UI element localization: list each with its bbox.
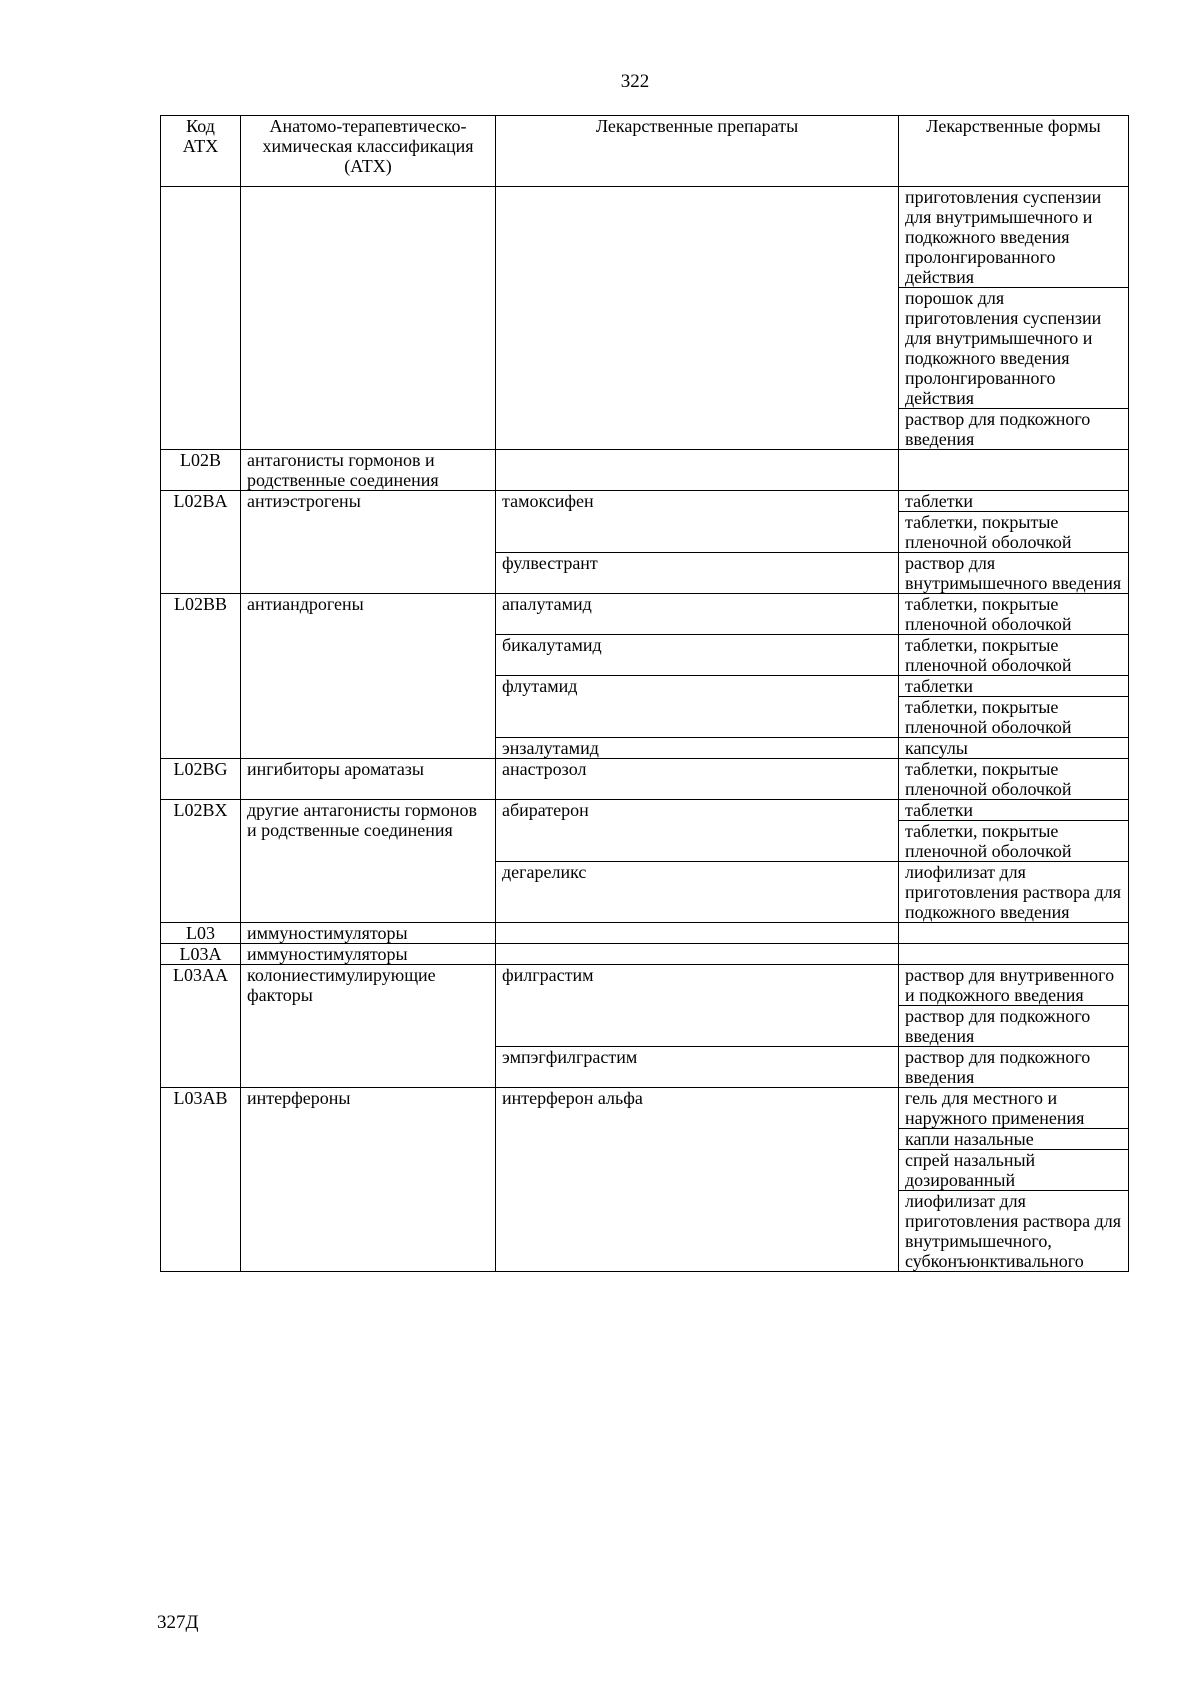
- table-row: [161, 594, 1129, 635]
- atx-name-cell: интерфероны: [241, 1088, 496, 1272]
- drug-cell: интерферон альфа: [496, 1088, 899, 1272]
- dosage-form-cell: приготовления суспензии для внутримышечного и подкожного введения пролонгированного действия: [899, 187, 1129, 288]
- dosage-form-cell: капли назальные: [899, 1129, 1129, 1150]
- code-cell: L03: [161, 923, 241, 944]
- dosage-form-cell: капсулы: [899, 738, 1129, 759]
- atx-name-cell: колониестимулирующие факторы: [241, 965, 496, 1088]
- dosage-form-cell: гель для местного и наружного применения: [899, 1088, 1129, 1129]
- dosage-form-cell: раствор для подкожного введения: [899, 1047, 1129, 1088]
- dosage-form-cell: раствор для внутримышечного введения: [899, 553, 1129, 594]
- dosage-form-cell: раствор для внутривенного и подкожного введения: [899, 965, 1129, 1006]
- dosage-form-cell: раствор для подкожного введения: [899, 409, 1129, 450]
- code-cell: L03AB: [161, 1088, 241, 1272]
- dosage-form-cell: таблетки, покрытые пленочной оболочкой: [899, 821, 1129, 862]
- dosage-form-cell: таблетки: [899, 800, 1129, 821]
- dosage-form-cell: [899, 450, 1129, 491]
- drug-cell: [496, 944, 899, 965]
- code-cell: L02BX: [161, 800, 241, 923]
- dosage-form-cell: лиофилизат для приготовления раствора для внутримышечного, субконъюнктивального: [899, 1191, 1129, 1272]
- table-row: [161, 944, 1129, 965]
- header-atx-classification: Анатомо-терапевтическо-химическая классификация (АТХ): [241, 116, 496, 187]
- drug-cell: филграстим: [496, 965, 899, 1047]
- drug-cell: флутамид: [496, 676, 899, 738]
- document-footer-code: 327Д: [157, 1612, 199, 1633]
- table-row: [161, 450, 1129, 491]
- atx-name-cell: иммуностимуляторы: [241, 923, 496, 944]
- dosage-form-cell: раствор для подкожного введения: [899, 1006, 1129, 1047]
- atx-name-cell: антиэстрогены: [241, 491, 496, 594]
- drug-cell: абиратерон: [496, 800, 899, 862]
- table-row: [161, 491, 1129, 512]
- dosage-form-cell: таблетки, покрытые пленочной оболочкой: [899, 697, 1129, 738]
- atx-drug-table: [160, 115, 1129, 1272]
- drug-cell: [496, 187, 899, 450]
- code-cell: L02BA: [161, 491, 241, 594]
- drug-cell: фулвестрант: [496, 553, 899, 594]
- drug-cell: тамоксифен: [496, 491, 899, 553]
- drug-cell: апалутамид: [496, 594, 899, 635]
- table-row: [161, 965, 1129, 1006]
- dosage-form-cell: спрей назальный дозированный: [899, 1150, 1129, 1191]
- dosage-form-cell: таблетки: [899, 491, 1129, 512]
- drug-cell: [496, 450, 899, 491]
- dosage-form-cell: таблетки, покрытые пленочной оболочкой: [899, 512, 1129, 553]
- table-row: [161, 800, 1129, 821]
- drug-cell: эмпэгфилграстим: [496, 1047, 899, 1088]
- code-cell: L02BG: [161, 759, 241, 800]
- drug-cell: анастрозол: [496, 759, 899, 800]
- drug-cell: дегареликс: [496, 862, 899, 923]
- atx-name-cell: иммуностимуляторы: [241, 944, 496, 965]
- atx-name-cell: [241, 187, 496, 450]
- table-row: [161, 923, 1129, 944]
- table-row: [161, 1088, 1129, 1129]
- dosage-form-cell: таблетки, покрытые пленочной оболочкой: [899, 759, 1129, 800]
- dosage-form-cell: лиофилизат для приготовления раствора для подкожного введения: [899, 862, 1129, 923]
- dosage-form-cell: [899, 944, 1129, 965]
- drug-cell: бикалутамид: [496, 635, 899, 676]
- dosage-form-cell: таблетки, покрытые пленочной оболочкой: [899, 594, 1129, 635]
- atx-name-cell: ингибиторы ароматазы: [241, 759, 496, 800]
- code-cell: L02BB: [161, 594, 241, 759]
- atx-name-cell: антагонисты гормонов и родственные соединения: [241, 450, 496, 491]
- dosage-form-cell: таблетки: [899, 676, 1129, 697]
- atx-name-cell: антиандрогены: [241, 594, 496, 759]
- code-cell: L03A: [161, 944, 241, 965]
- header-code: Код АТХ: [161, 116, 241, 187]
- code-cell: L02B: [161, 450, 241, 491]
- header-dosage-forms: Лекарственные формы: [899, 116, 1129, 187]
- dosage-form-cell: [899, 923, 1129, 944]
- table-row: [161, 187, 1129, 288]
- table-row: [161, 759, 1129, 800]
- dosage-form-cell: таблетки, покрытые пленочной оболочкой: [899, 635, 1129, 676]
- dosage-form-cell: порошок для приготовления суспензии для внутримышечного и подкожного введения пролонгированного действия: [899, 288, 1129, 409]
- header-drugs: Лекарственные препараты: [496, 116, 899, 187]
- drug-cell: энзалутамид: [496, 738, 899, 759]
- table-header-row: [161, 116, 1129, 187]
- code-cell: L03AA: [161, 965, 241, 1088]
- atx-name-cell: другие антагонисты гормонов и родственные соединения: [241, 800, 496, 923]
- drug-cell: [496, 923, 899, 944]
- code-cell: [161, 187, 241, 450]
- page-number: 322: [620, 71, 650, 92]
